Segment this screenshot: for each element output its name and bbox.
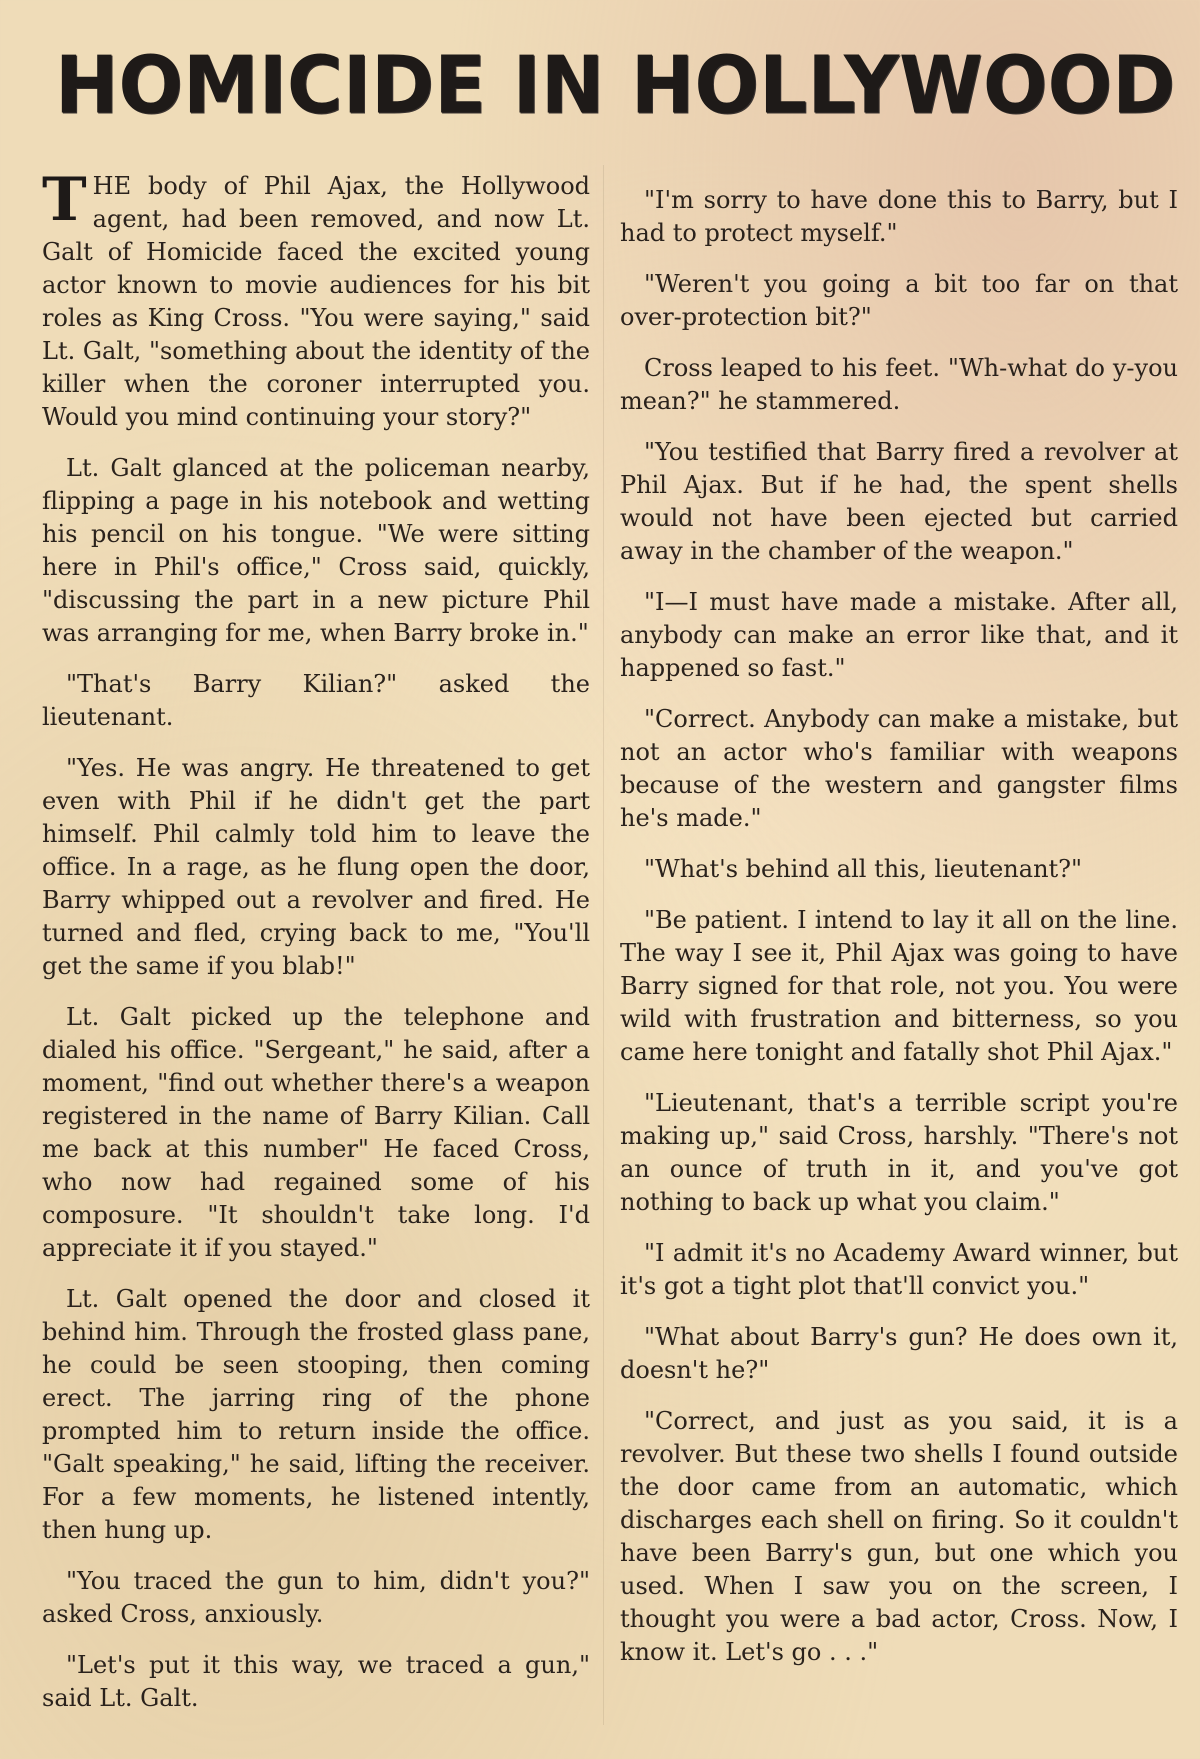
drop-cap: T bbox=[42, 165, 87, 235]
left-column bbox=[42, 165, 590, 1733]
paragraph: "Yes. He was angry. He threatened to get even with Phil if he didn't get the part himself. Phil calmly told him to leave the office. In a rage, as he flung open the door, Barry whipped out a revolver and fired. He turned and fled, crying back to me, "You'll get the same if you blab!" bbox=[42, 754, 590, 980]
paragraph: "I—I must have made a mistake. After all, anybody can make an error like that, and it happened so fast." bbox=[620, 588, 1178, 682]
right-column bbox=[620, 184, 1178, 1687]
paragraph: Lt. Galt glanced at the policeman nearby, flipping a page in his notebook and wetting his pencil on his tongue. "We were sitting here in Phil's office," Cross said, quickly, "discussing the part in a new picture Phil was arranging for me, when Barry broke in." bbox=[42, 454, 590, 647]
paragraph: Cross leaped to his feet. "Wh-what do y-you mean?" he stammered. bbox=[620, 354, 1178, 415]
paragraph: "Lieutenant, that's a terrible script you're making up," said Cross, harshly. "There's not an ounce of truth in it, and you've got nothing to back up what you claim." bbox=[620, 1089, 1178, 1216]
paragraph: "Correct, and just as you said, it is a revolver. But these two shells I found outside the door came from an automatic, which discharges each shell on firing. So it couldn't have been Barry's gun, but one which you used. When I saw you on the screen, I thought you were a bad actor, Cross. Now, I know it. Let's go . . ." bbox=[620, 1407, 1178, 1666]
paragraph: "I admit it's no Academy Award winner, but it's got a tight plot that'll convict you." bbox=[620, 1239, 1178, 1300]
paragraph: "What about Barry's gun? He does own it, doesn't he?" bbox=[620, 1323, 1178, 1384]
paragraph: Lt. Galt opened the door and closed it behind him. Through the frosted glass pane, he could be seen stooping, then coming erect. The jarring ring of the phone prompted him to return inside the office. "Galt speaking," he said, lifting the receiver. For a few moments, he listened intently, then hung up. bbox=[42, 1285, 590, 1544]
paragraph: "Let's put it this way, we traced a gun," said Lt. Galt. bbox=[42, 1651, 590, 1712]
paragraph: "Be patient. I intend to lay it all on the line. The way I see it, Phil Ajax was going to have Barry signed for that role, not you. You were wild with frustration and bitterness, so you came here tonight and fatally shot Phil Ajax." bbox=[620, 906, 1178, 1066]
paragraph: "Correct. Anybody can make a mistake, but not an actor who's familiar with weapons because of the western and gangster films he's made." bbox=[620, 705, 1178, 832]
paragraph: "What's behind all this, lieutenant?" bbox=[644, 855, 1083, 883]
paragraph: "You traced the gun to him, didn't you?" asked Cross, anxiously. bbox=[42, 1567, 590, 1628]
paragraph: "I'm sorry to have done this to Barry, but I had to protect myself." bbox=[620, 186, 1178, 247]
story-title: HOMICIDE IN HOLLYWOOD bbox=[54, 37, 1176, 132]
paragraph bbox=[42, 165, 590, 434]
paragraph: "Weren't you going a bit too far on that over-protection bit?" bbox=[620, 270, 1178, 331]
paragraph: "That's Barry Kilian?" asked the lieutenant. bbox=[42, 670, 590, 731]
paragraph: Lt. Galt picked up the telephone and dialed his office. "Sergeant," he said, after a moment, "find out whether there's a weapon registered in the name of Barry Kilian. Call me back at this number" He faced Cross, who now had regained some of his composure. "It shouldn't take long. I'd appreciate it if you stayed." bbox=[42, 1003, 590, 1262]
paragraph: "You testified that Barry fired a revolver at Phil Ajax. But if he had, the spent shells would not have been ejected but carried away in the chamber of the weapon." bbox=[620, 438, 1178, 565]
paragraph-text: HE body of Phil Ajax, the Hollywood agent, had been removed, and now Lt. Galt of Homicide faced the excited young actor known to movie audiences for his bit roles as King Cross. "You were saying," said Lt. Galt, "something about the identity of the killer when the coroner interrupted you. Would you mind continuing your story?" bbox=[42, 172, 590, 431]
column-divider bbox=[603, 165, 604, 1725]
